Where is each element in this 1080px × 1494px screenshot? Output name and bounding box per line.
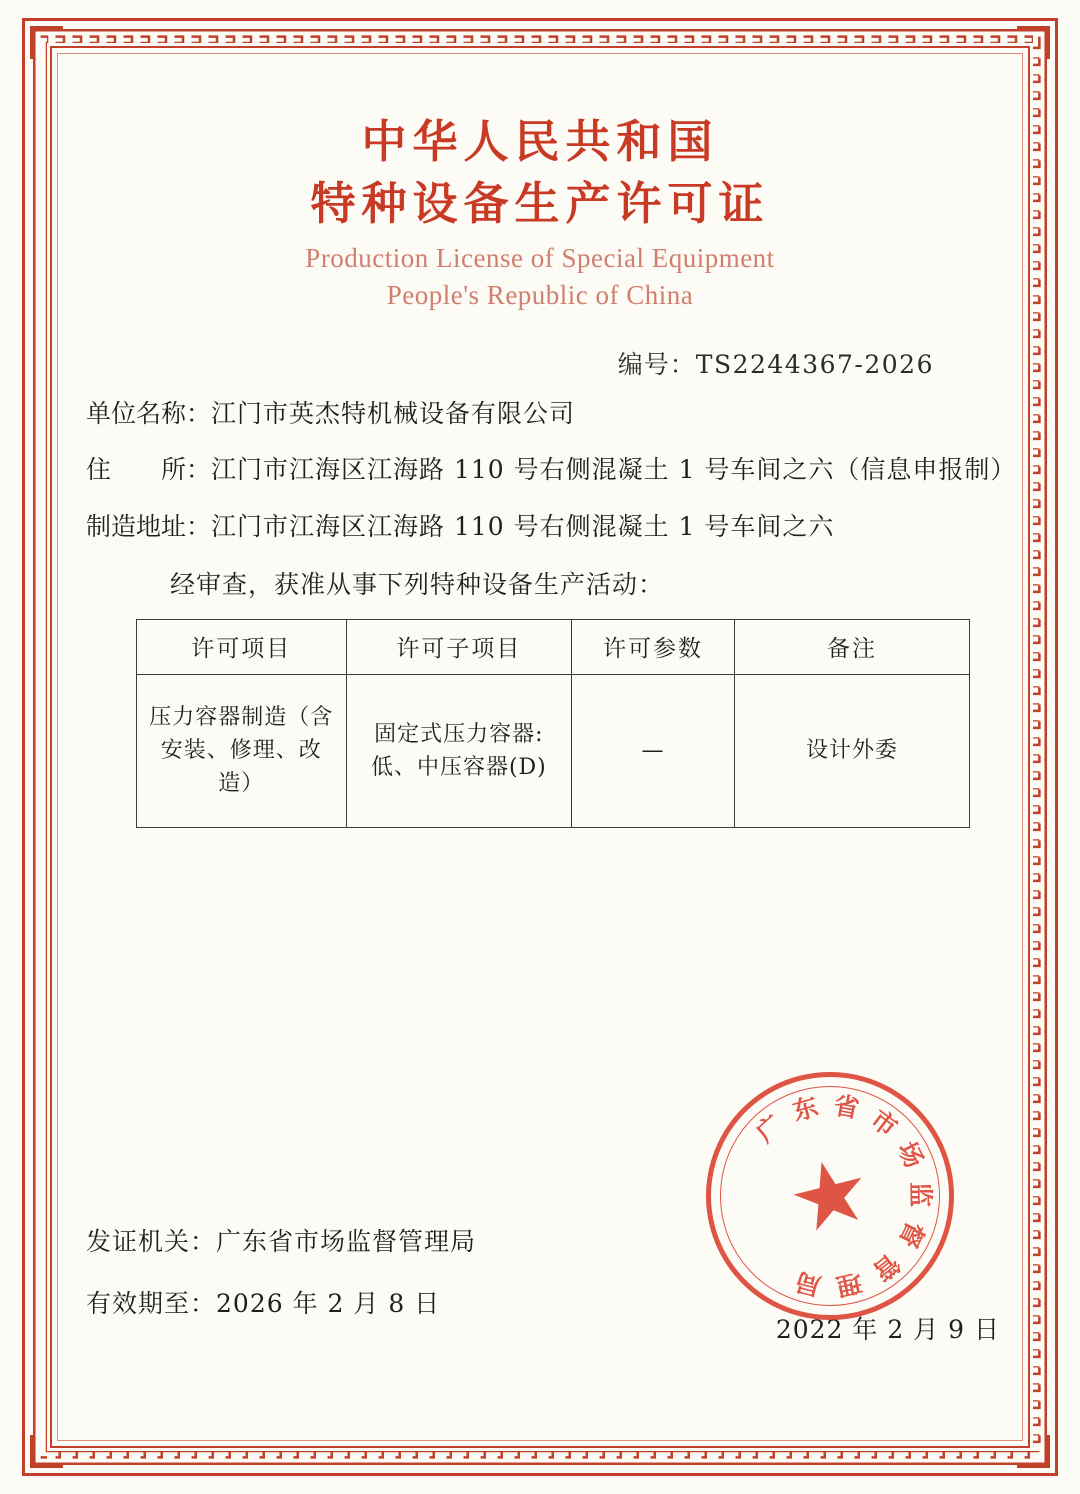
cell-remarks: 设计外委 [734, 674, 969, 827]
issue-date: 2022 年 2 月 9 日 [775, 1315, 1000, 1344]
license-table-body [137, 674, 970, 827]
approval-statement: 经审查，获准从事下列特种设备生产活动： [170, 569, 665, 599]
field-manufacture-address-label: 制造地址： [86, 512, 212, 541]
field-company-name-label: 单位名称： [86, 398, 212, 428]
license-table-head [137, 619, 970, 674]
header-license-item: 许可项目 [137, 619, 347, 674]
license-table-wrapper [70, 619, 1010, 828]
field-company-name-value: 江门市英杰特机械设备有限公司 [211, 398, 576, 428]
cell-license-parameter: — [572, 674, 735, 827]
license-table [136, 619, 970, 828]
field-company-name [86, 395, 1010, 434]
field-address-value: 江门市江海区江海路 110 号右侧混凝土 1 号车间之六（信息申报制） [211, 455, 1017, 485]
field-list [70, 395, 1017, 547]
field-manufacture-address-value: 江门市江海区江海路 110 号右侧混凝土 1 号车间之六 [211, 512, 835, 541]
field-address [86, 451, 1017, 490]
title-chinese-line-1: 中华人民共和国 [361, 115, 719, 168]
header-license-parameter: 许可参数 [572, 619, 735, 674]
title-english-line-1: Production License of Special Equipment [305, 242, 775, 273]
serial-number-row [70, 345, 1010, 381]
certificate-content [70, 66, 1017, 1428]
seal-text: 广 东 省 市 场 监 督 管 理 局 [750, 1090, 936, 1302]
table-row [137, 674, 970, 827]
field-manufacture-address [86, 508, 1010, 547]
header-remarks: 备注 [734, 619, 969, 674]
field-address-label: 住 所： [86, 455, 212, 485]
serial-number-value: TS2244367-2026 [695, 349, 934, 379]
issuing-authority-value: 广东省市场监督管理局 [216, 1227, 477, 1256]
title-english-line-2: People's Republic of China [386, 279, 694, 310]
validity-value: 2026 年 2 月 8 日 [216, 1289, 441, 1318]
table-header-row [137, 619, 970, 674]
issuing-authority-label: 发证机关： [86, 1227, 217, 1256]
title-block [70, 66, 1010, 311]
title-chinese-line-2: 特种设备生产许可证 [310, 177, 770, 231]
validity-label: 有效期至： [86, 1289, 217, 1318]
cell-license-subitem: 固定式压力容器:低、中压容器(D) [346, 674, 571, 827]
cell-license-item: 压力容器制造（含安装、修理、改造） [137, 674, 347, 827]
header-license-subitem: 许可子项目 [346, 619, 571, 674]
serial-number-label: 编号： [617, 349, 696, 379]
